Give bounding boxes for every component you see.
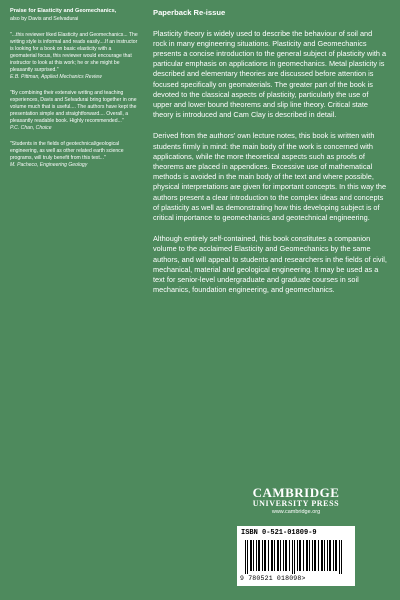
praise-subheading: also by Davis and Selvadurai — [10, 15, 79, 22]
praise-sidebar — [10, 8, 138, 178]
barcode-digits: 9 780521 018098 — [240, 575, 302, 582]
quote-attribution: M. Pacheco, Engineering Geology — [10, 162, 88, 169]
barcode-panel — [237, 526, 355, 586]
review-quote — [10, 90, 138, 132]
barcode-number — [240, 575, 306, 582]
quote-attribution: P.C. Chan, Choice — [10, 125, 52, 132]
praise-heading: Praise for Elasticity and Geomechanics, — [10, 8, 117, 14]
reissue-heading: Paperback Re-issue — [153, 8, 226, 17]
blurb-paragraph: Although entirely self-contained, this book constitutes a companion volume to the acclaimed Elasticity and Geomechanics by the same authors, and will appeal to students and researchers in the fields of civil, mechanical, material and geological engineering. It may be used as a text for senior-level undergraduate and graduate courses in soil mechanics, foundation engineering, and geomechanics. — [153, 234, 387, 295]
quote-text: "...this reviewer liked Elasticity and Geomechanics... The writing style is informal and reads easily....If an instructor is looking for a book on basic elasticity with a geomaterial focus, this reviewer would encourage that instructor to look at this work; he or she might be pleasantly surprised." — [10, 32, 138, 74]
review-quote — [10, 141, 138, 169]
publisher-url: www.cambridge.org — [271, 508, 321, 515]
blurb-column — [153, 8, 388, 306]
blurb-paragraph: Plasticity theory is widely used to describe the behaviour of soil and rock in many engineering situations. Plasticity and Geomechanics presents a concise introduction to the general subject of plasticity with a particular emphasis on applications in geomechanics. Metal plasticity is described and elementary theories are discussed before attention is focused specifically on geomaterials. The greater part of the book is devoted to the classical aspects of plasticity, particularly the use of upper and lower bound theorems and slip line theory. Critical state theory is introduced and Cam Clay is described in detail. — [153, 28, 387, 120]
quote-text: "By combining their extensive writing and teaching experiences, Davis and Selvadurai bring together in one volume much that is useful.... The authors have kept the presentation simple and straightforward.... Overall, a pleasantly readable book. Highly recommended..." — [10, 90, 137, 125]
publisher-name-bottom: UNIVERSITY PRESS — [252, 499, 340, 508]
quote-text: "Students in the fields of geotechnical/geological engineering, as well as other related earth science programs, will truly benefit from this text..." — [10, 141, 124, 162]
isbn-label: ISBN 0-521-01809-9 — [241, 529, 317, 537]
review-quote — [10, 32, 138, 81]
publisher-logo — [244, 486, 348, 516]
blurb-paragraph: Derived from the authors' own lecture notes, this book is written with students firmly in mind: the main body of the work is concerned with applications, while the more theoretical aspects such as proofs of theorems are placed in appendices. Excessive use of mathematical methods is avoided in the main body of the text and where possible, physical interpretations are given for important concepts. In this way the authors present a clear introduction to the complex ideas and concepts of plasticity as well as demonstrating how this developing subject is of critical importance to geomechanics and geotechnical engineering. — [153, 131, 387, 222]
barcode-graphic — [245, 540, 351, 574]
publisher-name-top: CAMBRIDGE — [252, 485, 340, 500]
quote-attribution: E.B. Pittman, Applied Mechanics Review — [10, 74, 102, 81]
barcode-addon: > — [301, 575, 306, 582]
